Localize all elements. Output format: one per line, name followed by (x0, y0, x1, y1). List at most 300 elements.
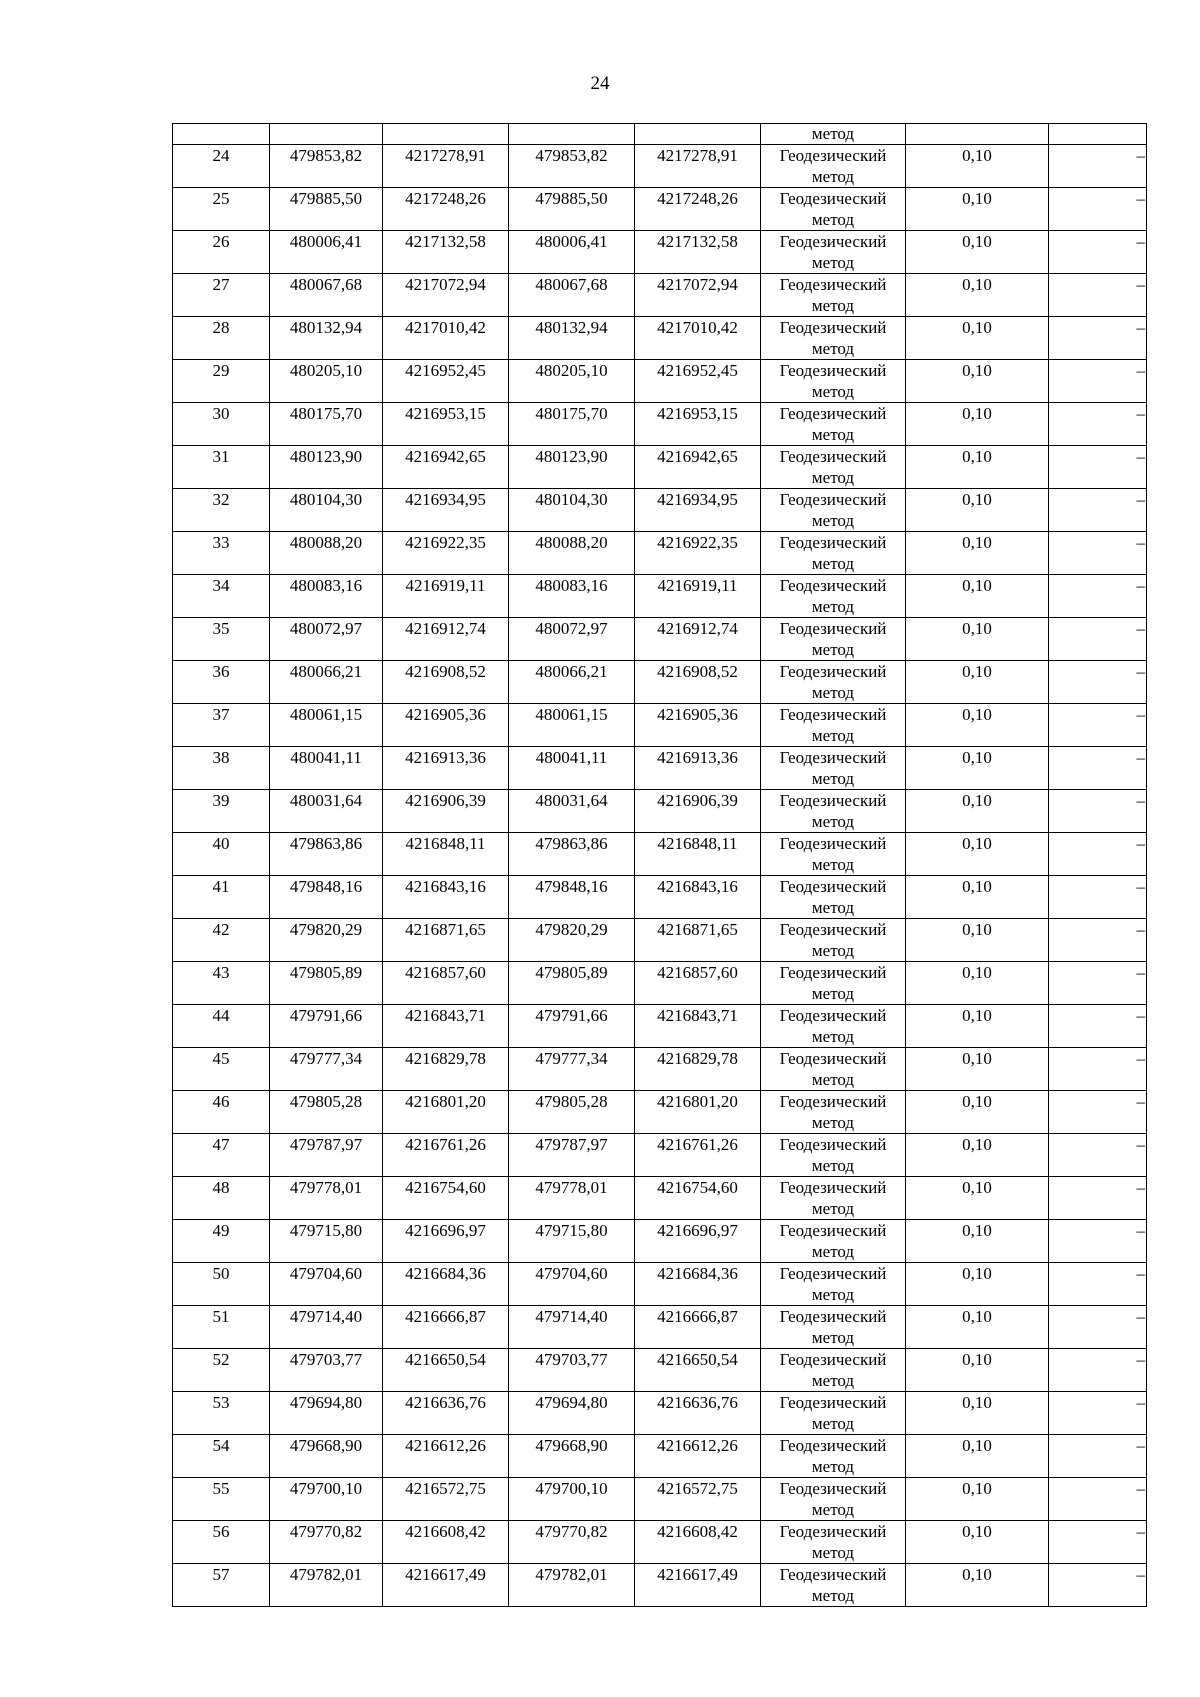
cell-x-new: 479791,66 (509, 1005, 635, 1048)
table-row (173, 317, 1147, 360)
cell-accuracy: 0,10 (906, 274, 1049, 317)
cell-accuracy: 0,10 (906, 704, 1049, 747)
cell-y-new: 4216922,35 (635, 532, 761, 575)
cell-method: Геодезический метод (761, 145, 906, 188)
table-row (173, 1220, 1147, 1263)
cell-method: Геодезический метод (761, 274, 906, 317)
cell-method: Геодезический метод (761, 1177, 906, 1220)
cell-x-existing: 480104,30 (270, 489, 383, 532)
table-row (173, 833, 1147, 876)
cell-y-new: 4216934,95 (635, 489, 761, 532)
cell-y-new: 4216871,65 (635, 919, 761, 962)
cell-note: – (1049, 188, 1147, 231)
cell-y-existing: 4216922,35 (383, 532, 509, 575)
cell-note: – (1049, 747, 1147, 790)
cell-y-new: 4216857,60 (635, 962, 761, 1005)
cell-note: – (1049, 446, 1147, 489)
cell-x-new: 479853,82 (509, 145, 635, 188)
cell-point-number: 38 (173, 747, 270, 790)
table-row (173, 1521, 1147, 1564)
cell-y-existing: 4217278,91 (383, 145, 509, 188)
cell-accuracy: 0,10 (906, 575, 1049, 618)
cell-x-new: 479778,01 (509, 1177, 635, 1220)
cell-y-existing: 4216843,16 (383, 876, 509, 919)
cell-y-existing: 4216754,60 (383, 1177, 509, 1220)
cell-y-new: 4216754,60 (635, 1177, 761, 1220)
cell-note: – (1049, 274, 1147, 317)
cell-point-number: 47 (173, 1134, 270, 1177)
cell-x-new: 479777,34 (509, 1048, 635, 1091)
cell-x-existing: 480067,68 (270, 274, 383, 317)
cell-method: Геодезический метод (761, 489, 906, 532)
cell-x-new: 480132,94 (509, 317, 635, 360)
cell-accuracy: 0,10 (906, 231, 1049, 274)
cell-y-new: 4216942,65 (635, 446, 761, 489)
cell-x-new: 480104,30 (509, 489, 635, 532)
cell-y-existing: 4216906,39 (383, 790, 509, 833)
cell-y-existing: 4216908,52 (383, 661, 509, 704)
cell-y-new: 4216829,78 (635, 1048, 761, 1091)
cell-y-new: 4216761,26 (635, 1134, 761, 1177)
cell-note: – (1049, 1564, 1147, 1607)
cell-x-new: 479704,60 (509, 1263, 635, 1306)
cell-note: – (1049, 1392, 1147, 1435)
cell-accuracy: 0,10 (906, 1091, 1049, 1134)
cell-x-existing: 479770,82 (270, 1521, 383, 1564)
cell-note: – (1049, 360, 1147, 403)
cell-y-existing: 4216905,36 (383, 704, 509, 747)
cell-point-number: 36 (173, 661, 270, 704)
cell-note: – (1049, 532, 1147, 575)
cell-method: Геодезический метод (761, 919, 906, 962)
cell-y-existing: 4216942,65 (383, 446, 509, 489)
cell-x-new: 479715,80 (509, 1220, 635, 1263)
cell-method: Геодезический метод (761, 532, 906, 575)
cell-x-existing: 479791,66 (270, 1005, 383, 1048)
cell-x-new: 479863,86 (509, 833, 635, 876)
cell-y-new: 4216848,11 (635, 833, 761, 876)
cell-method: Геодезический метод (761, 1134, 906, 1177)
cell-x-new: 480041,11 (509, 747, 635, 790)
cell-y-new: 4216953,15 (635, 403, 761, 446)
cell-x-new: 480006,41 (509, 231, 635, 274)
cell-x-existing: 480205,10 (270, 360, 383, 403)
cell-x-new: 480072,97 (509, 618, 635, 661)
table-row (173, 661, 1147, 704)
cell-point-number: 50 (173, 1263, 270, 1306)
cell-point-number: 35 (173, 618, 270, 661)
cell-method: Геодезический метод (761, 747, 906, 790)
cell-x-existing: 479694,80 (270, 1392, 383, 1435)
cell-accuracy: 0,10 (906, 145, 1049, 188)
cell-x-new: 479885,50 (509, 188, 635, 231)
cell-point-number: 57 (173, 1564, 270, 1607)
table-row (173, 360, 1147, 403)
table-row (173, 403, 1147, 446)
cell-method: Геодезический метод (761, 1349, 906, 1392)
cell-y-existing: 4216912,74 (383, 618, 509, 661)
cell-x-new (509, 124, 635, 145)
cell-y-new: 4216912,74 (635, 618, 761, 661)
table-row (173, 1005, 1147, 1048)
cell-y-new: 4217010,42 (635, 317, 761, 360)
cell-note: – (1049, 403, 1147, 446)
cell-note (1049, 124, 1147, 145)
cell-x-new: 479694,80 (509, 1392, 635, 1435)
cell-method: Геодезический метод (761, 231, 906, 274)
cell-method: Геодезический метод (761, 1564, 906, 1607)
cell-x-existing: 479805,89 (270, 962, 383, 1005)
cell-accuracy: 0,10 (906, 317, 1049, 360)
cell-x-existing: 480088,20 (270, 532, 383, 575)
cell-x-existing: 479778,01 (270, 1177, 383, 1220)
cell-note: – (1049, 145, 1147, 188)
cell-accuracy: 0,10 (906, 532, 1049, 575)
cell-x-existing: 479805,28 (270, 1091, 383, 1134)
cell-y-existing: 4216666,87 (383, 1306, 509, 1349)
cell-method: Геодезический метод (761, 575, 906, 618)
cell-accuracy: 0,10 (906, 1306, 1049, 1349)
cell-accuracy (906, 124, 1049, 145)
cell-x-existing: 479777,34 (270, 1048, 383, 1091)
table-row (173, 274, 1147, 317)
cell-y-existing: 4216608,42 (383, 1521, 509, 1564)
cell-method: Геодезический метод (761, 403, 906, 446)
cell-x-existing: 480083,16 (270, 575, 383, 618)
cell-y-existing: 4216913,36 (383, 747, 509, 790)
cell-x-existing: 480175,70 (270, 403, 383, 446)
cell-y-existing: 4217072,94 (383, 274, 509, 317)
cell-y-new: 4216919,11 (635, 575, 761, 618)
cell-accuracy: 0,10 (906, 1263, 1049, 1306)
cell-y-new: 4216801,20 (635, 1091, 761, 1134)
cell-note: – (1049, 1220, 1147, 1263)
cell-x-existing: 480031,64 (270, 790, 383, 833)
table-row (173, 876, 1147, 919)
cell-method: Геодезический метод (761, 1306, 906, 1349)
cell-point-number: 43 (173, 962, 270, 1005)
cell-y-new: 4216608,42 (635, 1521, 761, 1564)
table-row (173, 145, 1147, 188)
cell-point-number: 45 (173, 1048, 270, 1091)
cell-method: Геодезический метод (761, 446, 906, 489)
cell-method: Геодезический метод (761, 317, 906, 360)
cell-method: Геодезический метод (761, 1005, 906, 1048)
cell-note: – (1049, 1263, 1147, 1306)
cell-y-existing: 4216829,78 (383, 1048, 509, 1091)
table-body (173, 124, 1147, 1607)
cell-point-number: 39 (173, 790, 270, 833)
cell-method: Геодезический метод (761, 833, 906, 876)
cell-y-existing: 4217132,58 (383, 231, 509, 274)
cell-method: Геодезический метод (761, 962, 906, 1005)
cell-point-number: 48 (173, 1177, 270, 1220)
cell-y-new: 4217132,58 (635, 231, 761, 274)
cell-point-number: 29 (173, 360, 270, 403)
cell-x-existing: 480132,94 (270, 317, 383, 360)
cell-accuracy: 0,10 (906, 1564, 1049, 1607)
continuation-row (173, 124, 1147, 145)
cell-x-existing: 480072,97 (270, 618, 383, 661)
cell-accuracy: 0,10 (906, 360, 1049, 403)
table-row (173, 1048, 1147, 1091)
cell-note: – (1049, 1478, 1147, 1521)
cell-y-existing: 4216696,97 (383, 1220, 509, 1263)
cell-x-new: 479714,40 (509, 1306, 635, 1349)
cell-point-number: 34 (173, 575, 270, 618)
cell-x-existing: 479863,86 (270, 833, 383, 876)
cell-method: Геодезический метод (761, 1048, 906, 1091)
cell-x-new: 480088,20 (509, 532, 635, 575)
cell-x-new: 479782,01 (509, 1564, 635, 1607)
cell-note: – (1049, 231, 1147, 274)
cell-accuracy: 0,10 (906, 403, 1049, 446)
table-row (173, 446, 1147, 489)
cell-y-existing: 4216636,76 (383, 1392, 509, 1435)
table-row (173, 747, 1147, 790)
cell-method: Геодезический метод (761, 1263, 906, 1306)
table-row (173, 1177, 1147, 1220)
cell-accuracy: 0,10 (906, 1435, 1049, 1478)
cell-accuracy: 0,10 (906, 1349, 1049, 1392)
cell-accuracy: 0,10 (906, 919, 1049, 962)
cell-point-number: 55 (173, 1478, 270, 1521)
table-row (173, 1306, 1147, 1349)
cell-note: – (1049, 661, 1147, 704)
cell-note: – (1049, 919, 1147, 962)
cell-y-existing: 4216843,71 (383, 1005, 509, 1048)
cell-x-new: 479703,77 (509, 1349, 635, 1392)
cell-note: – (1049, 962, 1147, 1005)
cell-accuracy: 0,10 (906, 618, 1049, 661)
cell-method: Геодезический метод (761, 188, 906, 231)
cell-method: Геодезический метод (761, 1392, 906, 1435)
cell-accuracy: 0,10 (906, 446, 1049, 489)
cell-y-new: 4216905,36 (635, 704, 761, 747)
cell-x-existing: 479704,60 (270, 1263, 383, 1306)
cell-y-new: 4216684,36 (635, 1263, 761, 1306)
cell-x-new: 480205,10 (509, 360, 635, 403)
cell-accuracy: 0,10 (906, 833, 1049, 876)
cell-method: Геодезический метод (761, 1091, 906, 1134)
cell-accuracy: 0,10 (906, 747, 1049, 790)
cell-y-existing: 4216857,60 (383, 962, 509, 1005)
table-row (173, 790, 1147, 833)
cell-accuracy: 0,10 (906, 876, 1049, 919)
cell-accuracy: 0,10 (906, 188, 1049, 231)
table-row (173, 1091, 1147, 1134)
cell-x-new: 480175,70 (509, 403, 635, 446)
cell-y-new: 4216843,71 (635, 1005, 761, 1048)
cell-x-existing: 479668,90 (270, 1435, 383, 1478)
cell-y-existing: 4216953,15 (383, 403, 509, 446)
cell-point-number: 53 (173, 1392, 270, 1435)
cell-y-existing: 4216650,54 (383, 1349, 509, 1392)
table-row (173, 1564, 1147, 1607)
table-row (173, 489, 1147, 532)
cell-x-existing: 479820,29 (270, 919, 383, 962)
cell-note: – (1049, 1177, 1147, 1220)
cell-note: – (1049, 618, 1147, 661)
cell-y-existing: 4216848,11 (383, 833, 509, 876)
table-row (173, 618, 1147, 661)
cell-point-number: 54 (173, 1435, 270, 1478)
cell-method: Геодезический метод (761, 618, 906, 661)
cell-note: – (1049, 1306, 1147, 1349)
cell-x-existing: 479714,40 (270, 1306, 383, 1349)
cell-method: Геодезический метод (761, 1435, 906, 1478)
cell-y-existing: 4216612,26 (383, 1435, 509, 1478)
cell-point-number: 30 (173, 403, 270, 446)
cell-method: Геодезический метод (761, 876, 906, 919)
cell-x-existing: 479703,77 (270, 1349, 383, 1392)
cell-y-existing: 4217248,26 (383, 188, 509, 231)
cell-point-number: 51 (173, 1306, 270, 1349)
cell-note: – (1049, 1005, 1147, 1048)
cell-note: – (1049, 790, 1147, 833)
cell-method: Геодезический метод (761, 661, 906, 704)
table-row (173, 1478, 1147, 1521)
table-row (173, 962, 1147, 1005)
cell-y-new: 4216913,36 (635, 747, 761, 790)
table-row (173, 1263, 1147, 1306)
cell-y-existing: 4216572,75 (383, 1478, 509, 1521)
cell-accuracy: 0,10 (906, 1478, 1049, 1521)
cell-x-new: 480067,68 (509, 274, 635, 317)
cell-note: – (1049, 1349, 1147, 1392)
cell-method: Геодезический метод (761, 360, 906, 403)
cell-x-new: 480083,16 (509, 575, 635, 618)
cell-y-existing: 4216871,65 (383, 919, 509, 962)
cell-x-existing: 479782,01 (270, 1564, 383, 1607)
cell-point-number: 24 (173, 145, 270, 188)
cell-y-new: 4217072,94 (635, 274, 761, 317)
cell-accuracy: 0,10 (906, 661, 1049, 704)
cell-note: – (1049, 1521, 1147, 1564)
cell-x-existing (270, 124, 383, 145)
cell-x-new: 480061,15 (509, 704, 635, 747)
cell-y-new: 4216906,39 (635, 790, 761, 833)
cell-point-number: 27 (173, 274, 270, 317)
cell-point-number: 26 (173, 231, 270, 274)
table-row (173, 532, 1147, 575)
cell-accuracy: 0,10 (906, 962, 1049, 1005)
cell-note: – (1049, 833, 1147, 876)
cell-x-existing: 479853,82 (270, 145, 383, 188)
cell-note: – (1049, 1091, 1147, 1134)
cell-x-existing: 480123,90 (270, 446, 383, 489)
cell-y-existing: 4216919,11 (383, 575, 509, 618)
cell-x-new: 479805,89 (509, 962, 635, 1005)
cell-note: – (1049, 489, 1147, 532)
cell-method: Геодезический метод (761, 790, 906, 833)
cell-point-number: 52 (173, 1349, 270, 1392)
cell-method: Геодезический метод (761, 1478, 906, 1521)
cell-note: – (1049, 317, 1147, 360)
cell-x-new: 480066,21 (509, 661, 635, 704)
cell-method: Геодезический метод (761, 1220, 906, 1263)
cell-point-number: 37 (173, 704, 270, 747)
cell-y-new: 4216843,16 (635, 876, 761, 919)
table-row (173, 231, 1147, 274)
cell-y-existing: 4216952,45 (383, 360, 509, 403)
table-row (173, 1349, 1147, 1392)
cell-y-new: 4217248,26 (635, 188, 761, 231)
cell-x-existing: 479715,80 (270, 1220, 383, 1263)
cell-point-number: 42 (173, 919, 270, 962)
cell-point-number: 40 (173, 833, 270, 876)
cell-x-existing: 479700,10 (270, 1478, 383, 1521)
cell-y-new (635, 124, 761, 145)
cell-point-number: 56 (173, 1521, 270, 1564)
cell-note: – (1049, 575, 1147, 618)
cell-accuracy: 0,10 (906, 489, 1049, 532)
cell-accuracy: 0,10 (906, 1521, 1049, 1564)
cell-x-new: 479848,16 (509, 876, 635, 919)
cell-method: Геодезический метод (761, 704, 906, 747)
cell-x-existing: 479848,16 (270, 876, 383, 919)
coordinates-table (172, 123, 1147, 1607)
cell-x-new: 480031,64 (509, 790, 635, 833)
table-row (173, 575, 1147, 618)
cell-x-new: 479700,10 (509, 1478, 635, 1521)
table-row (173, 1392, 1147, 1435)
cell-y-new: 4216908,52 (635, 661, 761, 704)
cell-y-existing: 4216934,95 (383, 489, 509, 532)
table-row (173, 1435, 1147, 1478)
table-row (173, 704, 1147, 747)
cell-x-existing: 480061,15 (270, 704, 383, 747)
cell-note: – (1049, 1435, 1147, 1478)
cell-y-new: 4216636,76 (635, 1392, 761, 1435)
cell-y-new: 4216952,45 (635, 360, 761, 403)
cell-point-number: 33 (173, 532, 270, 575)
cell-x-new: 479805,28 (509, 1091, 635, 1134)
cell-accuracy: 0,10 (906, 1048, 1049, 1091)
cell-x-new: 479668,90 (509, 1435, 635, 1478)
cell-x-new: 479820,29 (509, 919, 635, 962)
table-row (173, 919, 1147, 962)
cell-y-new: 4216617,49 (635, 1564, 761, 1607)
cell-y-existing: 4216761,26 (383, 1134, 509, 1177)
cell-point-number: 25 (173, 188, 270, 231)
table-row (173, 1134, 1147, 1177)
cell-y-new: 4216572,75 (635, 1478, 761, 1521)
table-row (173, 188, 1147, 231)
cell-x-existing: 480066,21 (270, 661, 383, 704)
cell-point-number: 31 (173, 446, 270, 489)
cell-x-existing: 479787,97 (270, 1134, 383, 1177)
cell-y-existing: 4216801,20 (383, 1091, 509, 1134)
cell-point-number: 49 (173, 1220, 270, 1263)
cell-accuracy: 0,10 (906, 1177, 1049, 1220)
cell-point-number: 46 (173, 1091, 270, 1134)
cell-y-existing: 4216617,49 (383, 1564, 509, 1607)
cell-x-new: 480123,90 (509, 446, 635, 489)
cell-x-existing: 479885,50 (270, 188, 383, 231)
cell-point-number: 44 (173, 1005, 270, 1048)
cell-y-existing: 4217010,42 (383, 317, 509, 360)
cell-y-new: 4216666,87 (635, 1306, 761, 1349)
cell-accuracy: 0,10 (906, 790, 1049, 833)
cell-note: – (1049, 1134, 1147, 1177)
cell-x-new: 479787,97 (509, 1134, 635, 1177)
cell-point-number: 41 (173, 876, 270, 919)
cell-y-existing (383, 124, 509, 145)
cell-accuracy: 0,10 (906, 1134, 1049, 1177)
cell-x-existing: 480041,11 (270, 747, 383, 790)
cell-accuracy: 0,10 (906, 1220, 1049, 1263)
